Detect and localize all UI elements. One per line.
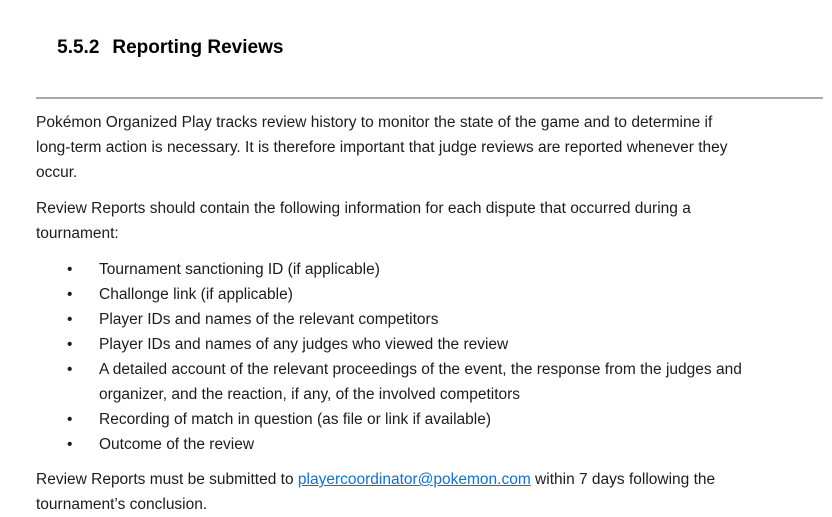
bullet-icon: • bbox=[67, 336, 73, 353]
list-item bbox=[36, 307, 816, 332]
intro-paragraph bbox=[36, 110, 816, 185]
bullet-icon: • bbox=[67, 261, 73, 278]
report-contents-paragraph bbox=[36, 196, 816, 246]
list-item bbox=[36, 357, 816, 382]
section-number: 5.5.2 bbox=[57, 37, 100, 58]
section-title: Reporting Reviews bbox=[112, 37, 284, 58]
list-item-text: Player IDs and names of the relevant competitors bbox=[99, 311, 439, 328]
intro-line: Pokémon Organized Play tracks review history to monitor the state of the game and to determine if bbox=[36, 114, 713, 131]
list-item-text: Tournament sanctioning ID (if applicable) bbox=[99, 261, 380, 278]
heading-divider bbox=[36, 97, 823, 99]
list-item bbox=[36, 257, 816, 282]
bullet-icon: • bbox=[67, 436, 73, 453]
list-item-text: organizer, and the reaction, if any, of the involved competitors bbox=[99, 386, 521, 403]
list-item-text: Recording of match in question (as file or link if available) bbox=[99, 411, 491, 428]
list-item-text: Player IDs and names of any judges who viewed the review bbox=[99, 336, 509, 353]
list-item-continuation bbox=[36, 382, 816, 407]
report-contents-line: Review Reports should contain the following information for each dispute that occurred during a bbox=[36, 200, 691, 217]
submission-paragraph bbox=[36, 467, 816, 517]
section-heading bbox=[36, 0, 816, 88]
list-item bbox=[36, 282, 816, 307]
bullet-spacer bbox=[36, 382, 99, 407]
list-item-text: Outcome of the review bbox=[99, 436, 255, 453]
list-item-text: Challonge link (if applicable) bbox=[99, 286, 293, 303]
submission-line: tournament’s conclusion. bbox=[36, 496, 208, 513]
submission-line bbox=[36, 467, 816, 492]
email-link[interactable]: playercoordinator@pokemon.com bbox=[297, 471, 531, 488]
report-items-list bbox=[36, 257, 816, 457]
list-item bbox=[36, 332, 816, 357]
list-item-text: A detailed account of the relevant proceedings of the event, the response from the judges and bbox=[99, 361, 742, 378]
submission-text-prefix: Review Reports must be submitted to bbox=[36, 471, 298, 488]
intro-line: long-term action is necessary. It is therefore important that judge reviews are reported whenever they bbox=[36, 139, 728, 156]
bullet-icon: • bbox=[67, 286, 73, 303]
intro-line: occur. bbox=[36, 164, 78, 181]
bullet-icon: • bbox=[67, 311, 73, 328]
list-item bbox=[36, 432, 816, 457]
list-item bbox=[36, 407, 816, 432]
bullet-icon: • bbox=[67, 411, 73, 428]
submission-text-suffix: within 7 days following the bbox=[530, 471, 716, 488]
report-contents-line: tournament: bbox=[36, 225, 119, 242]
bullet-icon: • bbox=[67, 361, 73, 378]
